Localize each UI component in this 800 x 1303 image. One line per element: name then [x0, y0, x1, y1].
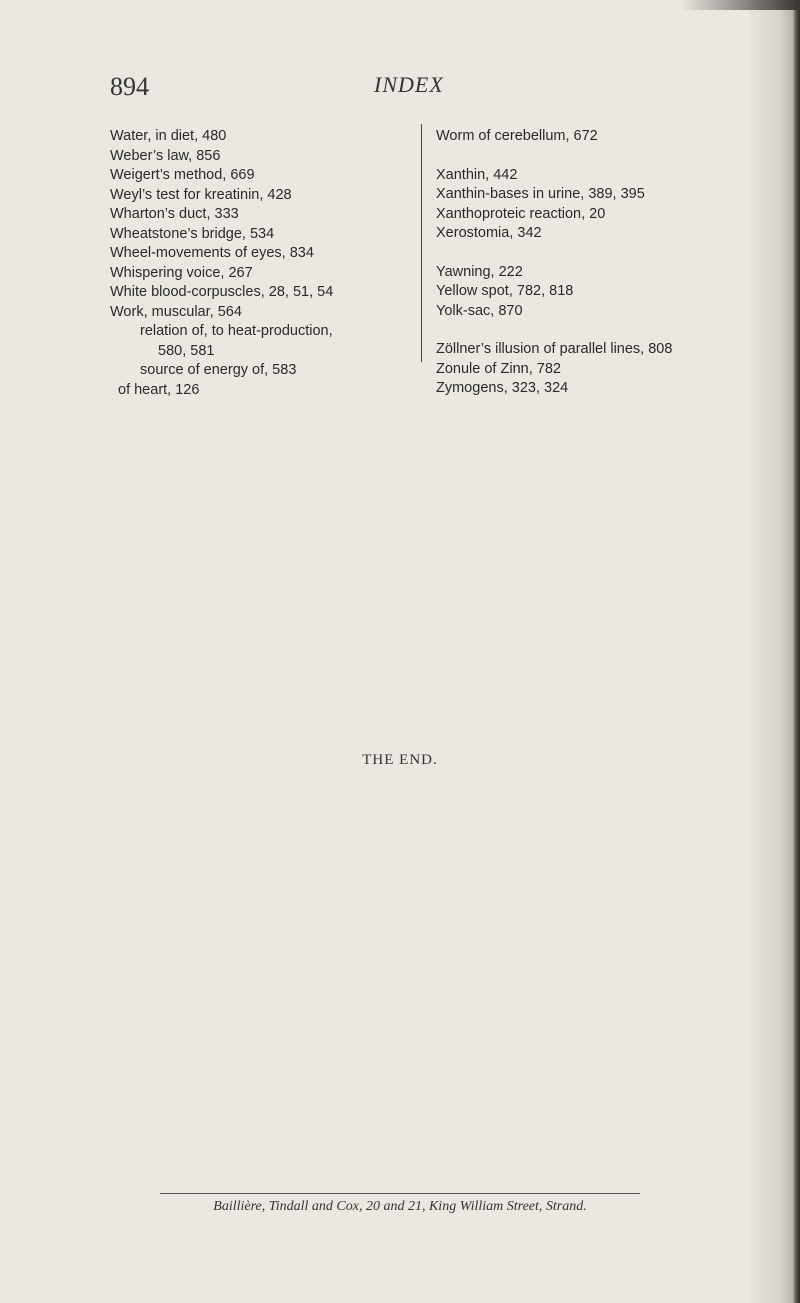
index-entry: Xanthin, 442 [436, 166, 518, 183]
page-edge-shadow [750, 0, 800, 1303]
index-entry: Yellow spot, 782, 818 [436, 283, 574, 299]
index-subentry: source of energy of, 583 [140, 362, 297, 378]
index-subentry: of heart, 126 [118, 381, 200, 398]
index-entry: Zymogens, 323, 324 [436, 380, 569, 396]
index-letter-gap [436, 244, 736, 263]
index-entry: Worm of cerebellum, 672 [436, 128, 598, 144]
index-column-left [110, 127, 410, 400]
index-entry: Wharton’s duct, 333 [110, 206, 239, 222]
index-entry: Work, muscular, 564 [110, 303, 242, 320]
index-entry: Yolk-sac, 870 [436, 302, 523, 319]
index-entry: Wheel-movements of eyes, 834 [110, 245, 314, 261]
imprint-rule [160, 1193, 640, 1194]
index-entry: Zonule of Zinn, 782 [436, 360, 561, 377]
index-column-right [436, 127, 736, 399]
index-entry: Zöllner’s illusion of parallel lines, 808 [436, 341, 673, 357]
index-letter-gap [436, 321, 736, 340]
index-letter-gap [436, 147, 736, 166]
running-head: INDEX [374, 72, 444, 97]
index-entry: White blood-corpuscles, 28, 51, 54 [110, 284, 334, 300]
page-number: 894 [110, 72, 149, 101]
column-divider [421, 124, 422, 362]
index-entry: Weyl’s test for kreatinin, 428 [110, 186, 292, 203]
index-entry: Wheatstone’s bridge, 534 [110, 225, 275, 242]
index-entry: Xerostomia, 342 [436, 225, 542, 241]
printer-imprint: Baillière, Tindall and Cox, 20 and 21, King William Street, Strand. [213, 1199, 587, 1214]
index-entry: Xanthoproteic reaction, 20 [436, 205, 606, 222]
index-entry: Weigert’s method, 669 [110, 167, 255, 183]
page-corner-shadow [680, 0, 800, 10]
index-entry: Whispering voice, 267 [110, 264, 253, 281]
index-subentry: relation of, to heat-production, [140, 323, 333, 339]
index-entry: Xanthin-bases in urine, 389, 395 [436, 186, 645, 202]
index-subentry: 580, 581 [158, 342, 215, 359]
index-entry: Yawning, 222 [436, 263, 523, 280]
index-entry: Weber’s law, 856 [110, 147, 221, 164]
index-entry: Water, in diet, 480 [110, 128, 227, 144]
the-end-text: THE END. [362, 752, 438, 768]
